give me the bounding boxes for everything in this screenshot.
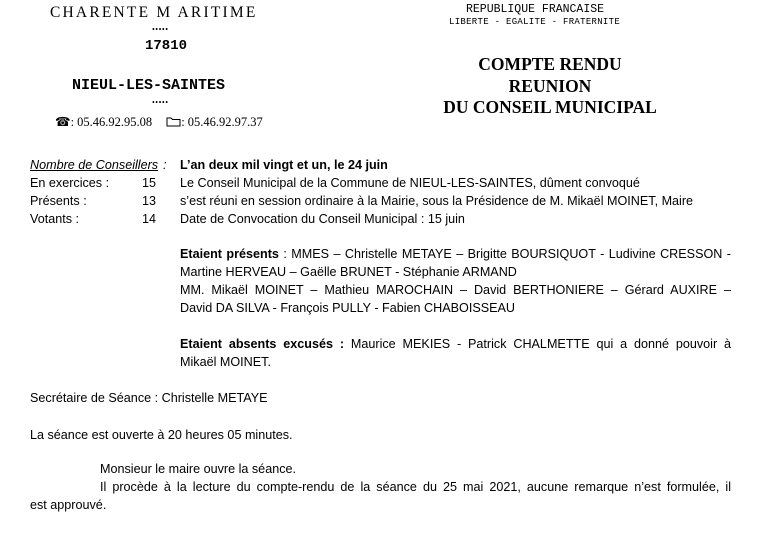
republic-heading: REPUBLIQUE FRANCAISE xyxy=(466,3,605,16)
present-line: David DA SILVA - François PULLY - Fabien CHABOISSEAU xyxy=(180,301,516,315)
republic-motto: LIBERTE - EGALITE - FRATERNITE xyxy=(449,17,621,27)
count-value-in-office: 15 xyxy=(142,176,157,190)
count-label-present: Présents : xyxy=(30,194,87,208)
document-title-line: COMPTE RENDU xyxy=(478,54,622,74)
department-name: CHARENTE M ARITIME xyxy=(50,4,258,21)
phone-number: : 05.46.92.95.08 xyxy=(70,115,153,129)
absent-line: Etaient absents excusés : Maurice MEKIES - Patrick CHALMETTE qui a donné pouvoir à xyxy=(180,337,731,351)
councillors-label: Nombre de Conseillers xyxy=(30,158,159,172)
separator-dots: ••••• xyxy=(152,25,169,34)
present-line: Martine HERVEAU – Gaëlle BRUNET - Stéphanie ARMAND xyxy=(180,265,517,279)
intro-line: Date de Convocation du Conseil Municipal : 15 juin xyxy=(180,212,465,226)
count-value-present: 13 xyxy=(142,194,157,208)
document-title-line: REUNION xyxy=(508,76,592,96)
session-secretary: Secrétaire de Séance : Christelle METAYE xyxy=(30,391,268,405)
postal-code: 17810 xyxy=(145,38,188,54)
count-label-in-office: En exercices : xyxy=(30,176,110,190)
intro-line: Le Conseil Municipal de la Commune de NIEUL-LES-SAINTES, dûment convoqué xyxy=(180,176,640,190)
minutes-line: Il procède à la lecture du compte-rendu de la séance du 25 mai 2021, aucune remarque n’est formulée, il xyxy=(100,480,731,494)
count-label-voting: Votants : xyxy=(30,212,80,226)
telephone-icon: ☎ xyxy=(55,115,71,129)
fax-number: : 05.46.92.97.37 xyxy=(181,115,263,129)
document-title-line: DU CONSEIL MUNICIPAL xyxy=(443,97,657,117)
commune-name: NIEUL-LES-SAINTES xyxy=(72,77,226,94)
separator-dots: ••••• xyxy=(152,98,169,107)
present-label: Etaient présents xyxy=(180,247,279,261)
folder-icon xyxy=(166,115,181,129)
present-line: Etaient présents : MMES – Christelle METAYE – Brigitte BOURSIQUOT - Ludivine CRESSON - xyxy=(180,247,731,261)
contact-line xyxy=(55,114,263,130)
councillors-colon: : xyxy=(163,158,167,172)
minutes-line: Monsieur le maire ouvre la séance. xyxy=(100,462,296,476)
count-value-voting: 14 xyxy=(142,212,157,226)
session-opening: La séance est ouverte à 20 heures 05 minutes. xyxy=(30,428,293,442)
intro-line: s’est réuni en session ordinaire à la Mairie, sous la Présidence de M. Mikaël MOINET, Maire xyxy=(180,194,694,208)
absent-label: Etaient absents excusés : xyxy=(180,337,345,351)
absent-line: Mikaël MOINET. xyxy=(180,355,271,369)
meeting-date: L’an deux mil vingt et un, le 24 juin xyxy=(180,158,388,172)
minutes-line: est approuvé. xyxy=(30,498,107,512)
present-line: MM. Mikaël MOINET – Mathieu MAROCHAIN – David BERTHONIERE – Gérard AUXIRE – xyxy=(180,283,731,297)
